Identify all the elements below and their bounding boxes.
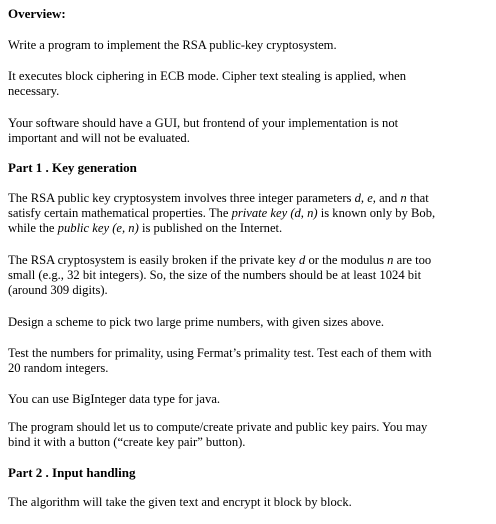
part1-paragraph-1 xyxy=(8,191,484,236)
part2-heading: Part 2 . Input handling xyxy=(8,465,136,480)
part1-p2-line-1: The RSA cryptosystem is easily broken if the private key d or the modulus n are too xyxy=(8,253,432,267)
part1-p2-line-3: (around 309 digits). xyxy=(8,283,108,297)
overview-heading: Overview: xyxy=(8,6,66,21)
part1-p1-line-3: while the public key (e, n) is published on the Internet. xyxy=(8,221,283,235)
overview-paragraph-3 xyxy=(8,116,484,146)
part1-p5-line: You can use BigInteger data type for java. xyxy=(8,392,221,406)
part1-p1-line-2: satisfy certain mathematical properties. The private key (d, n) is known only by Bob, xyxy=(8,206,436,220)
part1-p6-line-1: The program should let us to compute/create private and public key pairs. You may xyxy=(8,420,428,434)
overview-paragraph-1 xyxy=(8,38,484,53)
part1-heading: Part 1 . Key generation xyxy=(8,160,137,175)
overview-p3-line-1: Your software should have a GUI, but frontend of your implementation is not xyxy=(8,116,399,130)
part1-p6-line-2: bind it with a button (“create key pair” button). xyxy=(8,435,246,449)
overview-p2-line-1: It executes block ciphering in ECB mode. Cipher text stealing is applied, when xyxy=(8,69,407,83)
part1-p4-line-2: 20 random integers. xyxy=(8,361,109,375)
part1-p3-line: Design a scheme to pick two large prime numbers, with given sizes above. xyxy=(8,315,385,329)
part2-p1-line: The algorithm will take the given text and encrypt it block by block. xyxy=(8,495,352,509)
part1-p4-line-1: Test the numbers for primality, using Fermat’s primality test. Test each of them with xyxy=(8,346,432,360)
overview-paragraph-2 xyxy=(8,69,484,99)
part1-paragraph-2 xyxy=(8,253,484,298)
part1-paragraph-5 xyxy=(8,392,484,407)
overview-p2-line-2: necessary. xyxy=(8,84,60,98)
part1-p1-line-1: The RSA public key cryptosystem involves three integer parameters d, e, and n that xyxy=(8,191,429,205)
part1-paragraph-4 xyxy=(8,346,484,376)
part1-paragraph-3 xyxy=(8,315,484,330)
overview-p3-line-2: important and will not be evaluated. xyxy=(8,131,190,145)
part1-paragraph-6 xyxy=(8,420,484,450)
part1-p2-line-2: small (e.g., 32 bit integers). So, the size of the numbers should be at least 1024 bit xyxy=(8,268,422,282)
part2-paragraph-1 xyxy=(8,495,484,510)
overview-p1-line: Write a program to implement the RSA public-key cryptosystem. xyxy=(8,38,337,52)
